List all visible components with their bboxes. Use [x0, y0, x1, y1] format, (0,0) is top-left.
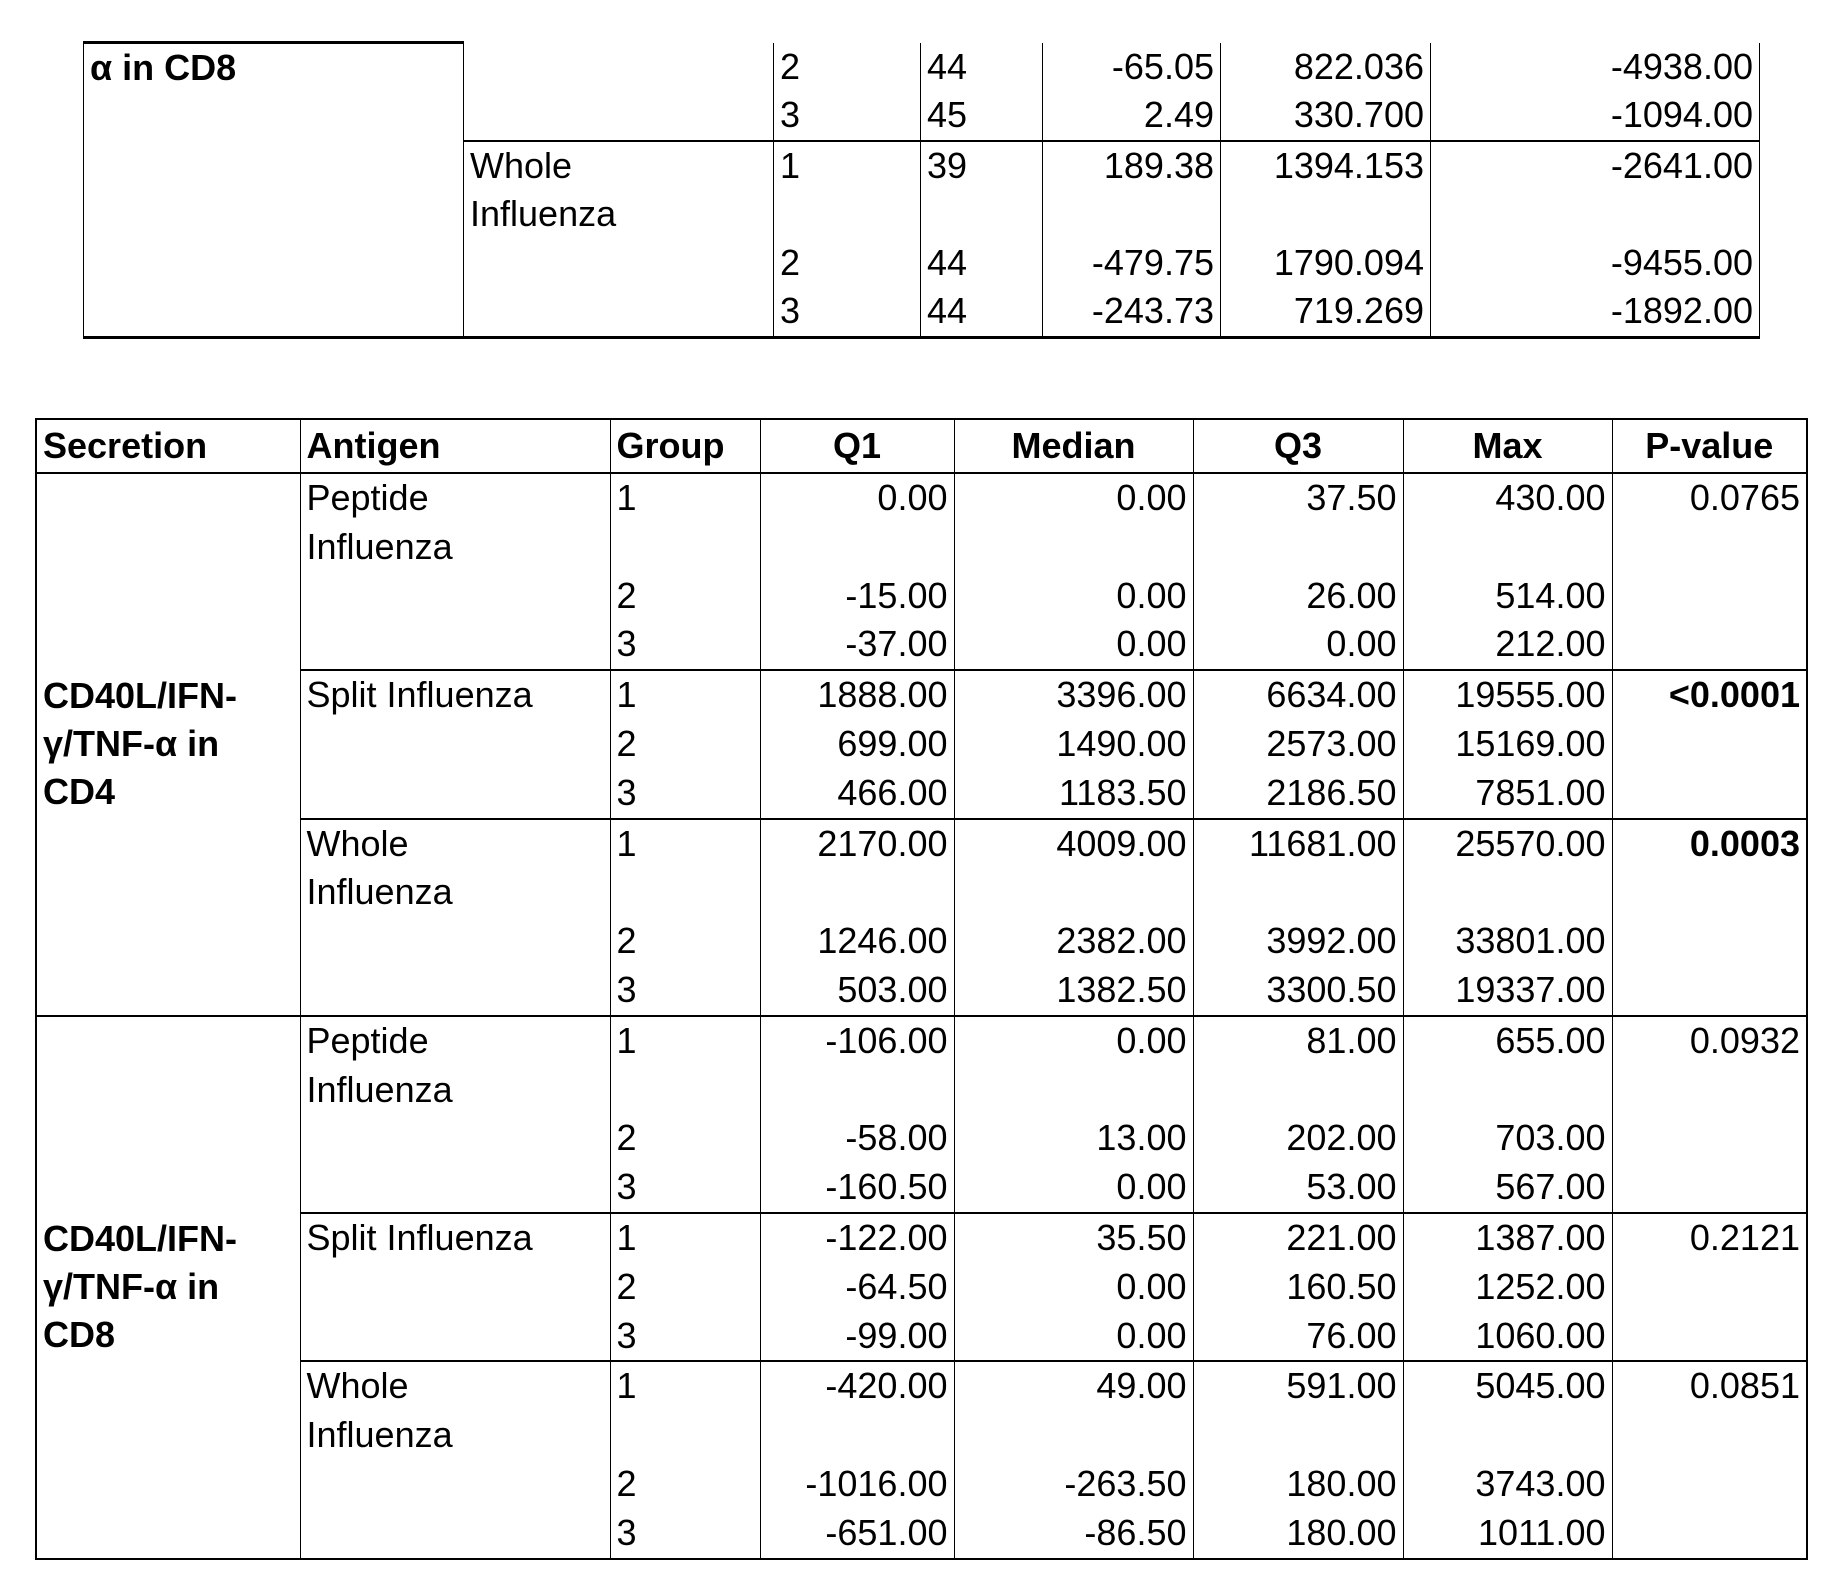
- cell-line: 202.00: [1200, 1114, 1397, 1163]
- column-header: Median: [954, 419, 1193, 473]
- median-cell: [954, 1016, 1193, 1213]
- cell-line: 2: [617, 1460, 754, 1509]
- column-header: Antigen: [300, 419, 610, 473]
- cell-line: [767, 1066, 948, 1115]
- header-row: [36, 419, 1807, 473]
- p-value-cell: [1612, 1213, 1807, 1361]
- secretion-label: α in CD8: [90, 44, 457, 92]
- cell-line: Influenza: [307, 1066, 604, 1115]
- q3-cell: [1193, 1016, 1403, 1213]
- cell-line: -420.00: [767, 1362, 948, 1411]
- cell-line: [617, 1066, 754, 1115]
- p-value-cell: [1612, 1016, 1807, 1213]
- cell-line: [470, 91, 767, 140]
- cell-line: 2: [617, 1263, 754, 1312]
- cell-line: -479.75: [1049, 239, 1214, 288]
- q1-cell: [760, 670, 954, 818]
- median-cell: [954, 1361, 1193, 1558]
- table-block: [36, 473, 1807, 670]
- cell-line: -4938.00: [1437, 43, 1753, 92]
- cell-line: 1246.00: [767, 917, 948, 966]
- cell-line: 3: [617, 620, 754, 669]
- cell-line: 2186.50: [1200, 769, 1397, 818]
- cell-line: -243.73: [1049, 287, 1214, 336]
- cell-line: 1: [617, 1017, 754, 1066]
- cell-line: -1016.00: [767, 1460, 948, 1509]
- cell-line: 2573.00: [1200, 720, 1397, 769]
- q1-cell: [760, 1213, 954, 1361]
- cell-line: [961, 1411, 1187, 1460]
- cell-line: 45: [927, 91, 1036, 140]
- cell-line: 0.00: [961, 1163, 1187, 1212]
- cell-line: 0.00: [961, 1263, 1187, 1312]
- cell-line: 430.00: [1410, 474, 1606, 523]
- cell-line: 11681.00: [1200, 820, 1397, 869]
- cell-line: -9455.00: [1437, 239, 1753, 288]
- median-cell: [954, 1213, 1193, 1361]
- cell-line: 19555.00: [1410, 671, 1606, 720]
- cell-line: Split Influenza: [307, 1214, 604, 1263]
- cell-line: [1437, 190, 1753, 239]
- cell-line: -86.50: [961, 1509, 1187, 1558]
- cell-line: 3396.00: [961, 671, 1187, 720]
- max-cell: [1403, 670, 1612, 818]
- cell-line: 2: [617, 917, 754, 966]
- cell-line: 1060.00: [1410, 1312, 1606, 1361]
- cell-line: 189.38: [1049, 142, 1214, 191]
- cell-line: 1790.094: [1227, 239, 1424, 288]
- table-block: [36, 1016, 1807, 1213]
- p-value-cell: [1612, 819, 1807, 1016]
- cell-line: 3: [617, 966, 754, 1015]
- q1-cell: [760, 819, 954, 1016]
- cell-line: [1410, 1411, 1606, 1460]
- cell-line: 330.700: [1227, 91, 1424, 140]
- c3-cell: [1431, 141, 1760, 338]
- q1-cell: [760, 1016, 954, 1213]
- c2-cell: [1221, 43, 1431, 141]
- cell-line: Influenza: [307, 523, 604, 572]
- cell-line: 6634.00: [1200, 671, 1397, 720]
- table-block: [84, 43, 1760, 141]
- cell-line: [780, 190, 914, 239]
- q3-cell: [1193, 473, 1403, 670]
- max-cell: [1403, 819, 1612, 1016]
- cell-line: [1410, 868, 1606, 917]
- cell-line: [1410, 523, 1606, 572]
- cell-line: 180.00: [1200, 1460, 1397, 1509]
- cell-line: [1410, 1066, 1606, 1115]
- cell-line: 3743.00: [1410, 1460, 1606, 1509]
- cell-line: 2.49: [1049, 91, 1214, 140]
- cell-line: 44: [927, 287, 1036, 336]
- cell-line: -58.00: [767, 1114, 948, 1163]
- cell-line: 503.00: [767, 966, 948, 1015]
- cell-line: 2: [617, 572, 754, 621]
- max-cell: [1403, 1016, 1612, 1213]
- cell-line: -122.00: [767, 1214, 948, 1263]
- secretion-label: γ/TNF-α in: [43, 1263, 294, 1311]
- cell-line: 1: [617, 820, 754, 869]
- c3-cell: [1431, 43, 1760, 141]
- cell-line: 0.0932: [1619, 1017, 1801, 1066]
- cell-line: [961, 1066, 1187, 1115]
- group-cell: [610, 670, 760, 818]
- cell-line: 0.00: [961, 620, 1187, 669]
- table-block: [36, 1361, 1807, 1558]
- cell-line: Peptide: [307, 474, 604, 523]
- secretion-cell: [36, 1016, 300, 1559]
- cell-line: 466.00: [767, 769, 948, 818]
- column-header: Q1: [760, 419, 954, 473]
- q3-cell: [1193, 819, 1403, 1016]
- cell-line: 1: [617, 1214, 754, 1263]
- cell-line: 1: [617, 671, 754, 720]
- cell-line: [767, 868, 948, 917]
- group-cell: [610, 1361, 760, 1558]
- cell-line: 26.00: [1200, 572, 1397, 621]
- cell-line: 1394.153: [1227, 142, 1424, 191]
- cell-line: 1387.00: [1410, 1214, 1606, 1263]
- cell-line: 5045.00: [1410, 1362, 1606, 1411]
- cell-line: [1227, 190, 1424, 239]
- secretion-cell: [36, 473, 300, 1016]
- cell-line: [1200, 523, 1397, 572]
- cell-line: 3: [617, 769, 754, 818]
- top-table-continuation: [83, 41, 1760, 339]
- cell-line: 35.50: [961, 1214, 1187, 1263]
- table-block: [36, 1213, 1807, 1361]
- cell-line: 514.00: [1410, 572, 1606, 621]
- cell-line: Whole: [307, 820, 604, 869]
- cell-line: Influenza: [307, 868, 604, 917]
- cell-line: -15.00: [767, 572, 948, 621]
- group-cell: [774, 141, 921, 338]
- q3-cell: [1193, 670, 1403, 818]
- cell-line: 655.00: [1410, 1017, 1606, 1066]
- q3-cell: [1193, 1213, 1403, 1361]
- cell-line: -2641.00: [1437, 142, 1753, 191]
- p-value-cell: [1612, 670, 1807, 818]
- antigen-cell: [464, 141, 774, 338]
- cell-line: 212.00: [1410, 620, 1606, 669]
- cell-line: 2: [617, 720, 754, 769]
- cell-line: 33801.00: [1410, 917, 1606, 966]
- cell-line: Whole: [307, 1362, 604, 1411]
- q3-cell: [1193, 1361, 1403, 1558]
- column-header: Q3: [1193, 419, 1403, 473]
- cell-line: 3: [617, 1509, 754, 1558]
- cell-line: 1011.00: [1410, 1509, 1606, 1558]
- cell-line: 53.00: [1200, 1163, 1397, 1212]
- max-cell: [1403, 1361, 1612, 1558]
- cell-line: 221.00: [1200, 1214, 1397, 1263]
- antigen-cell: [300, 1213, 610, 1361]
- cell-line: 37.50: [1200, 474, 1397, 523]
- cell-line: 0.00: [961, 572, 1187, 621]
- cell-line: 567.00: [1410, 1163, 1606, 1212]
- table-block: [36, 670, 1807, 818]
- cell-line: 1: [617, 1362, 754, 1411]
- cell-line: 4009.00: [961, 820, 1187, 869]
- cell-line: 0.0765: [1619, 474, 1801, 523]
- cell-line: 3992.00: [1200, 917, 1397, 966]
- cell-line: [617, 868, 754, 917]
- max-cell: [1403, 1213, 1612, 1361]
- cell-line: Split Influenza: [307, 671, 604, 720]
- median-cell: [954, 670, 1193, 818]
- cell-line: 2170.00: [767, 820, 948, 869]
- cell-line: -65.05: [1049, 43, 1214, 92]
- cell-line: Influenza: [307, 1411, 604, 1460]
- secretion-label: CD8: [43, 1311, 294, 1359]
- antigen-cell: [300, 819, 610, 1016]
- cell-line: 719.269: [1227, 287, 1424, 336]
- cell-line: [617, 1411, 754, 1460]
- cell-line: 44: [927, 239, 1036, 288]
- cell-line: 1: [617, 474, 754, 523]
- cell-line: 160.50: [1200, 1263, 1397, 1312]
- cell-line: Whole: [470, 142, 767, 191]
- cell-line: 3: [617, 1163, 754, 1212]
- cell-line: 1: [780, 142, 914, 191]
- cell-line: 0.2121: [1619, 1214, 1801, 1263]
- column-header: Secretion: [36, 419, 300, 473]
- cell-line: 699.00: [767, 720, 948, 769]
- n-cell: [921, 141, 1043, 338]
- cell-line: <0.0001: [1619, 671, 1801, 720]
- column-header: P-value: [1612, 419, 1807, 473]
- antigen-cell: [300, 670, 610, 818]
- p-value-cell: [1612, 1361, 1807, 1558]
- cell-line: 44: [927, 43, 1036, 92]
- cell-line: 0.0851: [1619, 1362, 1801, 1411]
- group-cell: [774, 43, 921, 141]
- cell-line: 2: [780, 239, 914, 288]
- column-header: Max: [1403, 419, 1612, 473]
- c2-cell: [1221, 141, 1431, 338]
- cell-line: -99.00: [767, 1312, 948, 1361]
- statistics-table: [35, 418, 1808, 1560]
- q1-cell: [760, 1361, 954, 1558]
- secretion-cell: [84, 43, 464, 338]
- secretion-label: CD40L/IFN-: [43, 672, 294, 720]
- cell-line: [1049, 190, 1214, 239]
- cell-line: 39: [927, 142, 1036, 191]
- table-block: [36, 819, 1807, 1016]
- cell-line: 25570.00: [1410, 820, 1606, 869]
- cell-line: 49.00: [961, 1362, 1187, 1411]
- cell-line: 0.00: [1200, 620, 1397, 669]
- cell-line: 15169.00: [1410, 720, 1606, 769]
- secretion-label: CD40L/IFN-: [43, 1215, 294, 1263]
- secretion-label: CD4: [43, 768, 294, 816]
- cell-line: 3: [780, 91, 914, 140]
- median-cell: [954, 819, 1193, 1016]
- cell-line: -37.00: [767, 620, 948, 669]
- group-cell: [610, 819, 760, 1016]
- cell-line: 3: [780, 287, 914, 336]
- c1-cell: [1043, 141, 1221, 338]
- cell-line: 19337.00: [1410, 966, 1606, 1015]
- cell-line: 0.00: [961, 474, 1187, 523]
- secretion-label: γ/TNF-α in: [43, 720, 294, 768]
- cell-line: 180.00: [1200, 1509, 1397, 1558]
- cell-line: [767, 1411, 948, 1460]
- max-cell: [1403, 473, 1612, 670]
- cell-line: [767, 523, 948, 572]
- cell-line: 3300.50: [1200, 966, 1397, 1015]
- cell-line: 591.00: [1200, 1362, 1397, 1411]
- antigen-cell: [300, 1361, 610, 1558]
- cell-line: 1490.00: [961, 720, 1187, 769]
- median-cell: [954, 473, 1193, 670]
- cell-line: [1200, 1411, 1397, 1460]
- cell-line: [617, 523, 754, 572]
- cell-line: 0.00: [767, 474, 948, 523]
- cell-line: -106.00: [767, 1017, 948, 1066]
- cell-line: 1183.50: [961, 769, 1187, 818]
- cell-line: 1888.00: [767, 671, 948, 720]
- cell-line: -651.00: [767, 1509, 948, 1558]
- cell-line: 703.00: [1410, 1114, 1606, 1163]
- cell-line: 0.0003: [1619, 820, 1801, 869]
- cell-line: [1200, 868, 1397, 917]
- cell-line: Influenza: [470, 190, 767, 239]
- column-header: Group: [610, 419, 760, 473]
- cell-line: -1094.00: [1437, 91, 1753, 140]
- cell-line: -160.50: [767, 1163, 948, 1212]
- antigen-cell: [300, 473, 610, 670]
- cell-line: 2: [617, 1114, 754, 1163]
- cell-line: [1200, 1066, 1397, 1115]
- cell-line: 1382.50: [961, 966, 1187, 1015]
- cell-line: 0.00: [961, 1312, 1187, 1361]
- antigen-cell: [464, 43, 774, 141]
- c1-cell: [1043, 43, 1221, 141]
- cell-line: 0.00: [961, 1017, 1187, 1066]
- cell-line: [927, 190, 1036, 239]
- cell-line: [961, 523, 1187, 572]
- q1-cell: [760, 473, 954, 670]
- cell-line: [470, 43, 767, 92]
- cell-line: 3: [617, 1312, 754, 1361]
- cell-line: 81.00: [1200, 1017, 1397, 1066]
- group-cell: [610, 1016, 760, 1213]
- cell-line: Peptide: [307, 1017, 604, 1066]
- group-cell: [610, 1213, 760, 1361]
- cell-line: 1252.00: [1410, 1263, 1606, 1312]
- cell-line: 822.036: [1227, 43, 1424, 92]
- cell-line: 76.00: [1200, 1312, 1397, 1361]
- cell-line: 2382.00: [961, 917, 1187, 966]
- antigen-cell: [300, 1016, 610, 1213]
- cell-line: -64.50: [767, 1263, 948, 1312]
- cell-line: 7851.00: [1410, 769, 1606, 818]
- cell-line: 2: [780, 43, 914, 92]
- cell-line: 13.00: [961, 1114, 1187, 1163]
- p-value-cell: [1612, 473, 1807, 670]
- cell-line: [961, 868, 1187, 917]
- cell-line: -1892.00: [1437, 287, 1753, 336]
- cell-line: -263.50: [961, 1460, 1187, 1509]
- group-cell: [610, 473, 760, 670]
- n-cell: [921, 43, 1043, 141]
